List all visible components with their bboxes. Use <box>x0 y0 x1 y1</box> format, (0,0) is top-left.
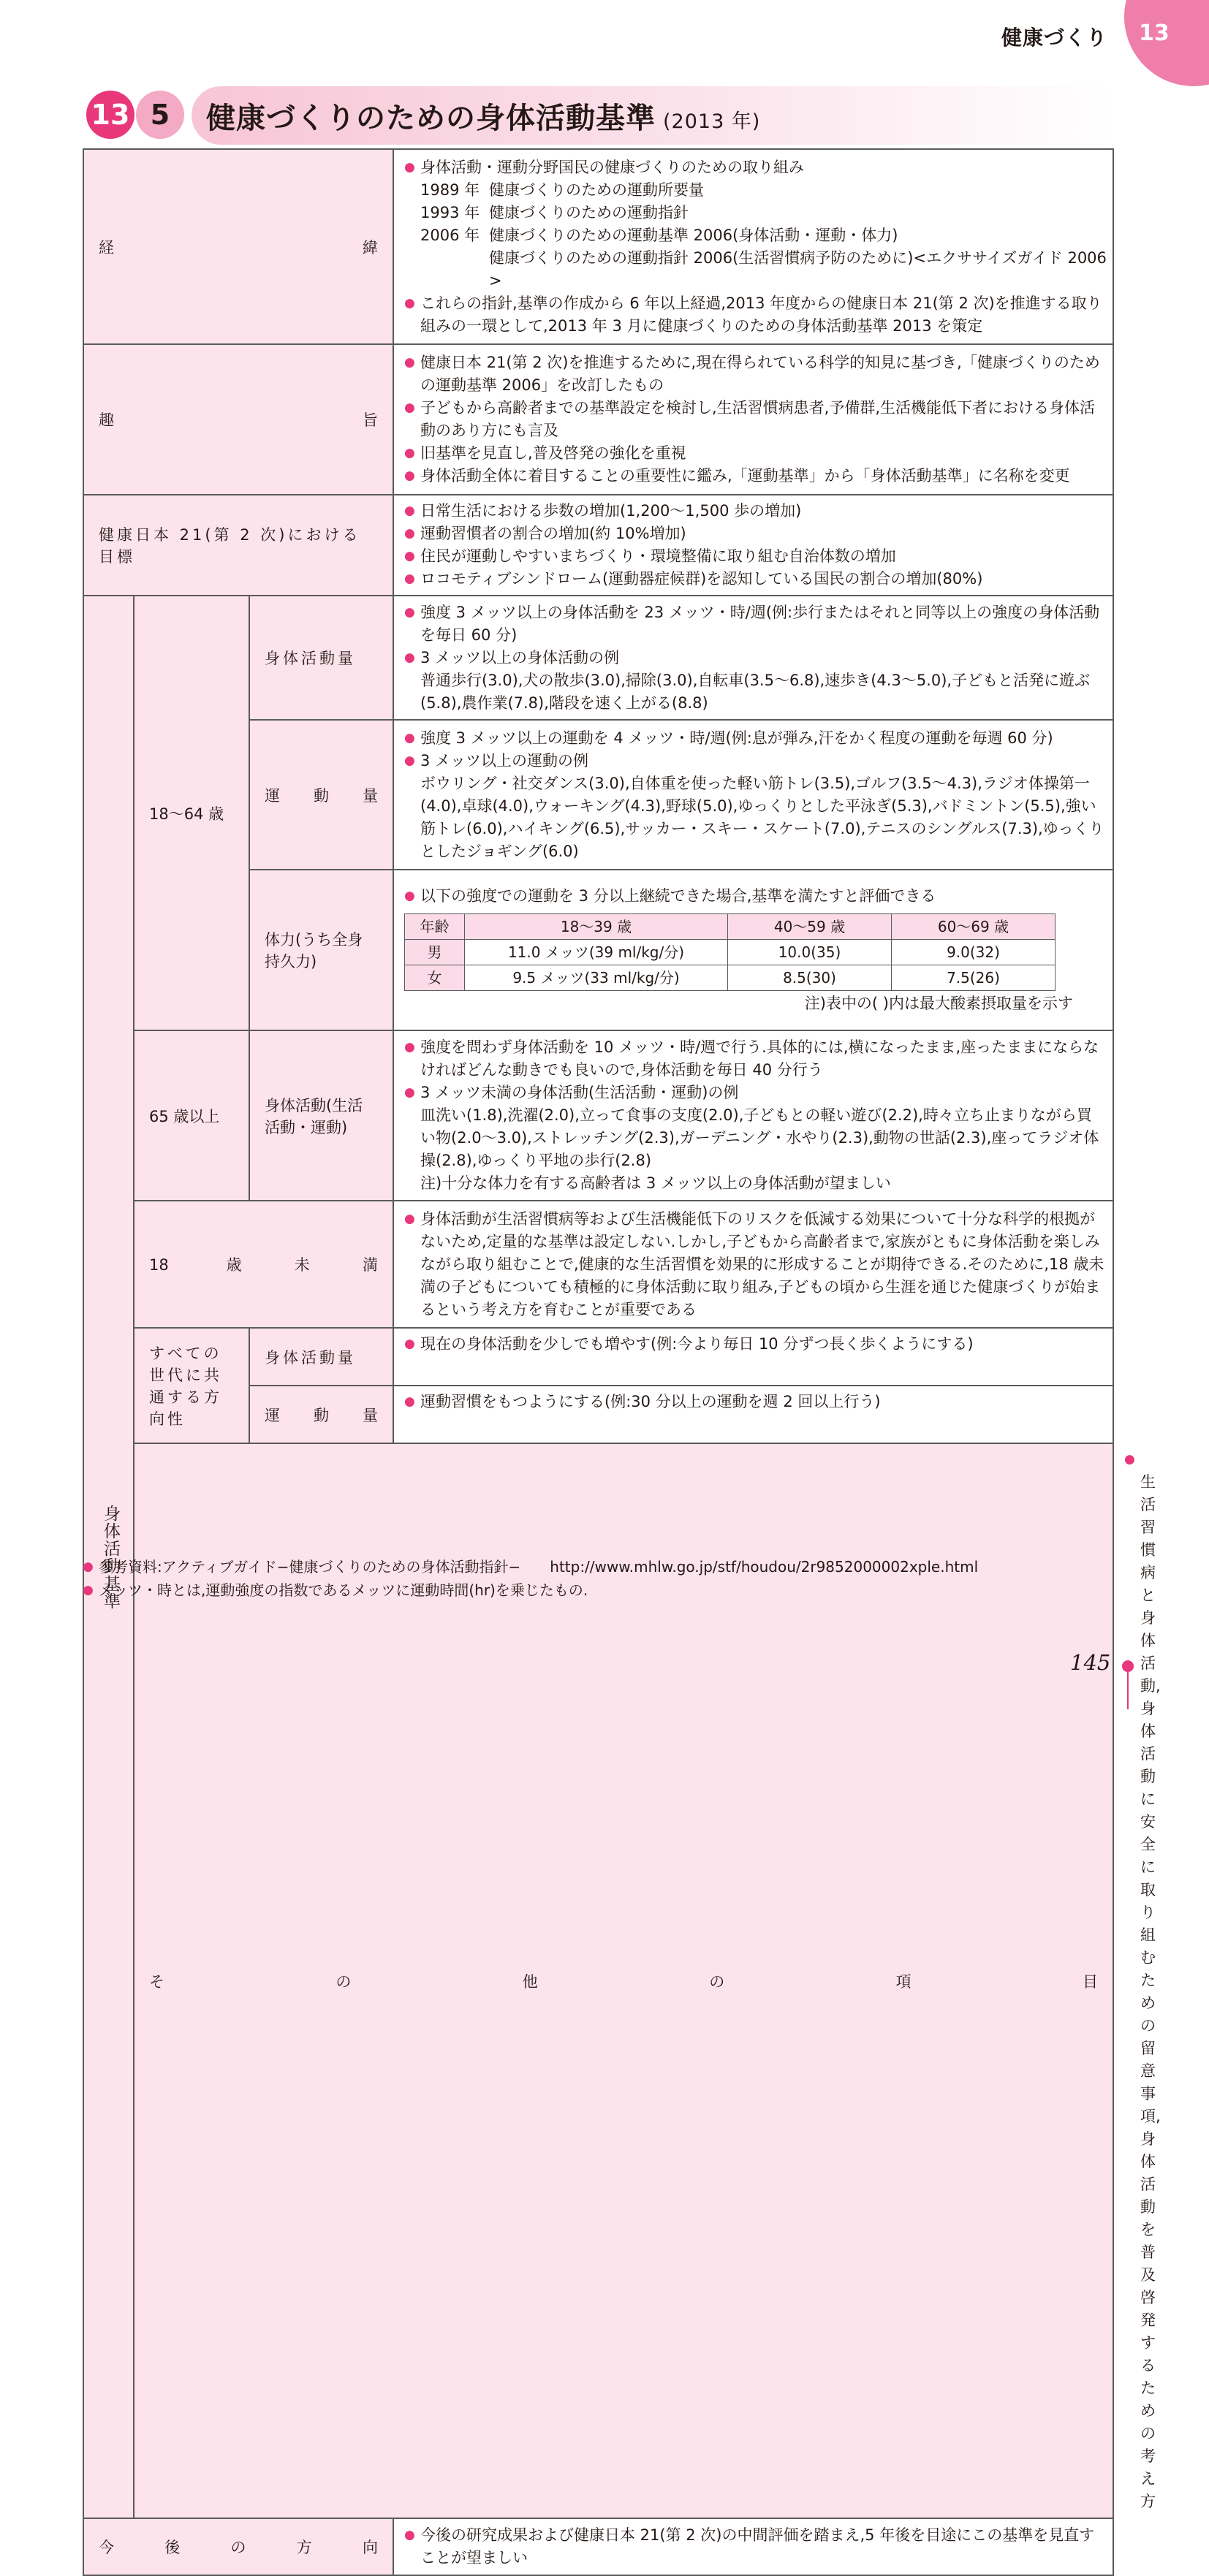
all-ages-label: すべての世代に共通する方向性 <box>149 1345 222 1428</box>
goals-row <box>83 495 1113 596</box>
all-ages-exercise-content <box>393 1386 1113 1443</box>
history-text: 健康づくりのための運動所要量 <box>489 181 704 199</box>
future-label-cell <box>83 2518 393 2575</box>
adult-activity-label-cell <box>249 596 393 720</box>
footnotes <box>83 1555 978 1602</box>
adult-exercise-examples: ボウリング・社交ダンス(3.0),自体重を使った軽い筋トレ(3.5),ゴルフ(3.5〜4.3),ラジオ体操第一(4.0),卓球(4.0),ウォーキング(4.3),野球(5.0),ゆっくりとした平泳ぎ(5.3),バドミントン(5.5),強い筋トレ(6.0),ハイキング(6.5),サッカー・スキー・スケート(7.0),テニスのシングルス(7.3),ゆっくりとしたジョギング(6.0) <box>420 774 1104 860</box>
adult-exercise-label: 運動量 <box>265 786 378 805</box>
fitness-header-cell: 18〜39 歳 <box>465 914 728 940</box>
fitness-table-row <box>405 940 1055 965</box>
adult-exercise-label-cell <box>249 720 393 870</box>
footnote-mets: ● メッツ・時とは,運動強度の指数であるメッツに運動時間(hr)を乗じたもの. <box>83 1578 978 1602</box>
all-ages-exercise-text: ● 運動習慣をもつようにする(例:30 分以上の運動を週 2 回以上行う) <box>404 1391 1107 1413</box>
fitness-header-cell: 60〜69 歳 <box>892 914 1055 940</box>
history-label-cell <box>83 149 393 344</box>
standards-label: 身体活動基準 <box>101 1504 120 1610</box>
all-ages-exercise-label: 運動量 <box>265 1406 378 1424</box>
fitness-cell: 9.5 メッツ(33 ml/kg/分) <box>465 965 728 991</box>
future-row <box>83 2518 1113 2575</box>
under-18-content <box>393 1201 1113 1328</box>
senior-activity-label: 身体活動(生活活動・運動) <box>265 1096 363 1136</box>
fitness-row-label: 男 <box>405 940 465 965</box>
goals-label: 健康日本 21(第 2 次)における目標 <box>99 526 361 566</box>
standards-table <box>83 148 1161 2576</box>
adult-activity-label: 身体活動量 <box>265 650 356 667</box>
fitness-table <box>404 913 1055 991</box>
history-continuation: 健康づくりのための運動指針 2006(生活習慣病予防のために)<エクササイズガイド 2006 > <box>489 248 1107 289</box>
purpose-item: ● 身体活動全体に着目することの重要性に鑑み,「運動基準」から「身体活動基準」に名称を変更 <box>404 465 1107 487</box>
history-year: 2006 年 <box>420 226 480 244</box>
age-65-label-cell <box>134 1030 249 1201</box>
under-18-label: 18 歳未満 <box>149 1256 378 1274</box>
senior-item: ● 強度を問わず身体活動を 10 メッツ・時/週で行う.具体的には,横になったまま,座ったままにならなければどんな動きでも良いので,身体活動を毎日 40 分行う <box>404 1036 1107 1082</box>
purpose-row <box>83 344 1113 495</box>
all-ages-activity-label: 身体活動量 <box>265 1348 356 1367</box>
purpose-item: ● 健康日本 21(第 2 次)を推進するために,現在得られている科学的知見に基づき,「健康づくりのための運動基準 2006」を改訂したもの <box>404 352 1107 397</box>
history-year: 1989 年 <box>420 181 480 199</box>
header-category: 健康づくり <box>1001 26 1108 50</box>
senior-item: ● 3 メッツ未満の身体活動(生活活動・運動)の例 <box>404 1082 1107 1104</box>
other-text: ● 生活習慣病と身体活動,身体活動に安全に取り組むための留意事項,身体活動を普及啓発するための考え方 <box>1124 1448 1140 2513</box>
page-title-text: 健康づくりのための身体活動基準 <box>206 102 656 135</box>
adult-fitness-label: 体力(うち全身持久力) <box>265 931 363 970</box>
all-ages-activity-row <box>83 1328 1113 1386</box>
fitness-cell: 7.5(26) <box>892 965 1055 991</box>
senior-examples: 皿洗い(1.8),洗濯(2.0),立って食事の支度(2.0),子どもとの軽い遊び(2.2),時々立ち止まりながら買い物(2.0〜3.0),ストレッチング(2.3),ガーデニング・水やり(2.3),動物の世話(2.3),座ってラジオ体操(2.8),ゆっくり平地の歩行(2.8) <box>420 1106 1099 1169</box>
purpose-label-cell <box>83 344 393 495</box>
adult-fitness-content <box>393 870 1113 1030</box>
adult-exercise-content <box>393 720 1113 870</box>
goals-label-cell <box>83 495 393 596</box>
goal-item: ● 住民が運動しやすいまちづくり・環境整備に取り組む自治体数の増加 <box>404 545 1107 568</box>
under-18-row <box>83 1201 1113 1328</box>
adult-fitness-label-cell <box>249 870 393 1030</box>
all-ages-label-cell <box>134 1328 249 1443</box>
fitness-lead: ● 以下の強度での運動を 3 分以上継続できた場合,基準を満たすと評価できる <box>404 885 1107 908</box>
age-18-64-label: 18〜64 歳 <box>149 805 224 823</box>
fitness-note: 注)表中の( )内は最大酸素摂取量を示す <box>804 995 1073 1012</box>
purpose-label: 趣旨 <box>99 411 378 429</box>
age-65-label: 65 歳以上 <box>149 1107 220 1125</box>
chapter-badge: 13 <box>86 91 134 139</box>
all-ages-activity-label-cell <box>249 1328 393 1386</box>
purpose-content <box>393 344 1113 495</box>
page-title-year: (2013 年) <box>663 110 761 133</box>
under-18-text: ● 身体活動が生活習慣病等および生活機能低下のリスクを低減する効果について十分な科学的根拠がないため,定量的な基準は設定しない.しかし,子どもから高齢者まで,家族がともに身体活動を楽しみながら取り組むことで,健康的な生活習慣を効果的に形成することが期待できる.そのために,18 歳未満の子どもについても積極的に身体活動に取り組み,子どもの頃から生涯を通じた健康づくりが始まるという考え方を育むことが重要である <box>404 1208 1107 1321</box>
all-ages-activity-content <box>393 1328 1113 1386</box>
section-badge: 5 <box>136 91 184 139</box>
adult-activity-row <box>83 596 1113 720</box>
page-marker-dot <box>1122 1660 1134 1672</box>
purpose-item: ● 旧基準を見直し,普及啓発の強化を重視 <box>404 442 1107 465</box>
future-text: ● 今後の研究成果および健康日本 21(第 2 次)の中間評価を踏まえ,5 年後を目途にこの基準を見直すことが望ましい <box>404 2524 1107 2569</box>
goal-item: ● ロコモティブシンドローム(運動器症候群)を認知している国民の割合の増加(80%) <box>404 568 1107 590</box>
history-row <box>83 149 1113 344</box>
reference-text: 参考資料:アクティブガイド−健康づくりのための身体活動指針− <box>99 1558 521 1576</box>
adult-exercise-item: ● 強度 3 メッツ以上の運動を 4 メッツ・時/週(例:息が弾み,汗をかく程度の運動を毎週 60 分) <box>404 727 1107 750</box>
other-label: その他の項目 <box>149 1972 1098 1991</box>
age-18-64-label-cell <box>134 596 249 1030</box>
history-closing: ● これらの指針,基準の作成から 6 年以上経過,2013 年度からの健康日本 21(第 2 次)を推進する取り組みの一環として,2013 年 3 月に健康づくりのための身体活動基準 2013 を策定 <box>404 292 1107 338</box>
history-content <box>393 149 1113 344</box>
history-label: 経緯 <box>99 238 378 257</box>
all-ages-activity-text: ● 現在の身体活動を少しでも増やす(例:今より毎日 10 分ずつ長く歩くようにする) <box>404 1333 1107 1356</box>
other-row <box>83 1443 1113 2518</box>
fitness-row-label: 女 <box>405 965 465 991</box>
fitness-table-header <box>405 914 1055 940</box>
history-year: 1993 年 <box>420 203 480 221</box>
senior-note: 注)十分な体力を有する高齢者は 3 メッツ以上の身体活動が望ましい <box>420 1174 891 1192</box>
goal-item: ● 運動習慣者の割合の増加(約 10%増加) <box>404 523 1107 545</box>
adult-activity-examples: 普通歩行(3.0),犬の散歩(3.0),掃除(3.0),自転車(3.5〜6.8),速歩き(4.3〜5.0),子どもと活発に遊ぶ(5.8),農作業(7.8),階段を速く上がる(8.8) <box>420 671 1091 712</box>
future-content <box>393 2518 1113 2575</box>
purpose-item: ● 子どもから高齢者までの基準設定を検討し,生活習慣病患者,予備群,生活機能低下者における身体活動のあり方にも言及 <box>404 397 1107 442</box>
history-lead: ● 身体活動・運動分野国民の健康づくりのための取り組み <box>404 156 1107 179</box>
goal-item: ● 日常生活における歩数の増加(1,200〜1,500 歩の増加) <box>404 500 1107 523</box>
under-18-label-cell <box>134 1201 393 1328</box>
footnote-reference <box>83 1555 978 1578</box>
history-entry <box>404 202 1107 224</box>
all-ages-exercise-label-cell <box>249 1386 393 1443</box>
fitness-cell: 8.5(30) <box>728 965 892 991</box>
adult-activity-content <box>393 596 1113 720</box>
page-title <box>206 95 760 137</box>
other-label-cell <box>134 1443 1113 2518</box>
page-number: 145 <box>1070 1650 1111 1675</box>
page-marker-line <box>1127 1672 1129 1709</box>
fitness-header-cell: 年齢 <box>405 914 465 940</box>
adult-exercise-item: ● 3 メッツ以上の運動の例 <box>404 750 1107 772</box>
fitness-cell: 10.0(35) <box>728 940 892 965</box>
reference-url[interactable]: http://www.mhlw.go.jp/stf/houdou/2r9852000002xple.html <box>550 1558 979 1576</box>
fitness-cell: 11.0 メッツ(39 ml/kg/分) <box>465 940 728 965</box>
history-entry <box>404 179 1107 202</box>
header-chapter-number: 13 <box>1139 20 1170 46</box>
fitness-cell: 9.0(32) <box>892 940 1055 965</box>
history-entry <box>404 224 1107 247</box>
senior-row <box>83 1030 1113 1201</box>
goals-content <box>393 495 1113 596</box>
senior-activity-label-cell <box>249 1030 393 1201</box>
fitness-header-cell: 40〜59 歳 <box>728 914 892 940</box>
senior-content <box>393 1030 1113 1201</box>
adult-activity-item: ● 3 メッツ以上の身体活動の例 <box>404 647 1107 669</box>
future-label: 今後の方向 <box>99 2539 378 2556</box>
history-text: 健康づくりのための運動指針 <box>489 203 689 221</box>
fitness-table-row <box>405 965 1055 991</box>
history-text: 健康づくりのための運動基準 2006(身体活動・運動・体力) <box>489 226 898 244</box>
adult-activity-item: ● 強度 3 メッツ以上の身体活動を 23 メッツ・時/週(例:歩行またはそれと同等以上の強度の身体活動を毎日 60 分) <box>404 601 1107 647</box>
